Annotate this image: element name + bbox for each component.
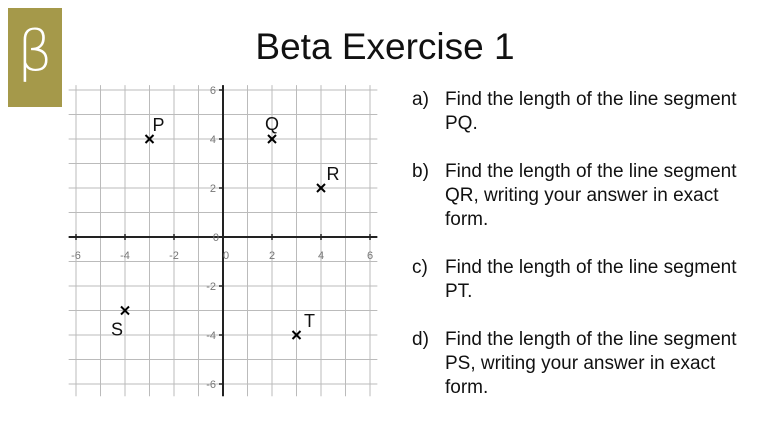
y-tick-label: 6 (209, 85, 216, 97)
question-a (412, 88, 762, 136)
question-label: d) (412, 329, 429, 350)
x-tick-label: 2 (268, 250, 276, 262)
question-label: a) (412, 89, 429, 110)
beta-symbol: β (17, 19, 53, 84)
x-tick-label: 0 (222, 250, 230, 262)
y-tick-label: -4 (206, 330, 216, 342)
x-tick-label: -4 (120, 250, 130, 262)
page-title: Beta Exercise 1 (255, 26, 515, 67)
question-b (412, 160, 762, 232)
point-label: Q (264, 114, 280, 134)
question-list (412, 88, 762, 424)
question-label: b) (412, 161, 429, 182)
x-tick-label: -6 (71, 250, 81, 262)
question-label: c) (412, 257, 428, 278)
y-tick-label: -2 (206, 281, 216, 293)
x-tick-label: 4 (317, 250, 325, 262)
question-d (412, 328, 762, 400)
point-label: S (110, 319, 124, 340)
point-label: R (326, 164, 340, 184)
question-text: Find the length of the line segment QR, writing your answer in exact form. (445, 161, 737, 230)
question-c (412, 256, 762, 304)
x-tick-label: 6 (366, 250, 374, 262)
point-label: P (152, 115, 165, 135)
y-tick-label: -6 (206, 379, 216, 391)
question-text: Find the length of the line segment PT. (445, 257, 737, 302)
question-text: Find the length of the line segment PS, writing your answer in exact form. (445, 329, 737, 398)
x-tick-label: -2 (169, 250, 179, 262)
point-label: T (304, 311, 315, 331)
y-tick-label: 2 (209, 183, 216, 195)
y-tick-label: 0 (212, 232, 219, 244)
y-tick-label: 4 (209, 134, 216, 146)
question-text: Find the length of the line segment PQ. (445, 89, 737, 134)
